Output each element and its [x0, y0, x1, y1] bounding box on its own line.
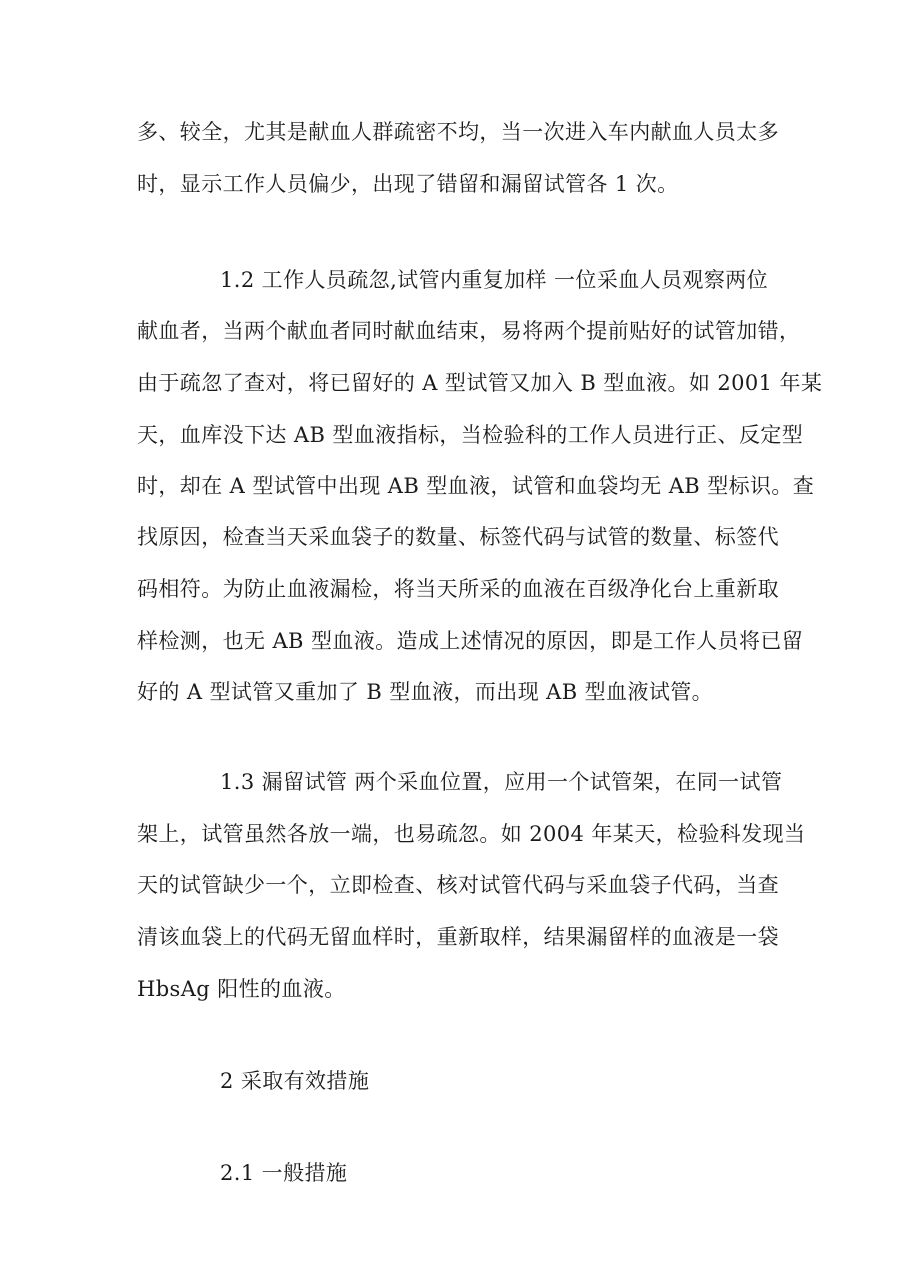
paragraph-line: 多、较全，尤其是献血人群疏密不均，当一次进入车内献血人员太多 — [137, 120, 779, 144]
section-1-2-first-line: 1.2 工作人员疏忽,试管内重复加样 一位采血人员观察两位 — [220, 268, 769, 292]
paragraph-line: 架上，试管虽然各放一端，也易疏忽。如 2004 年某天，检验科发现当 — [137, 822, 806, 846]
paragraph-line: 时，却在 A 型试管中出现 AB 型血液，试管和血袋均无 AB 型标识。查 — [137, 474, 815, 498]
paragraph-line: 献血者，当两个献血者同时献血结束，易将两个提前贴好的试管加错， — [137, 319, 801, 343]
section-1-3-first-line: 1.3 漏留试管 两个采血位置，应用一个试管架，在同一试管 — [220, 770, 783, 794]
paragraph-line: 清该血袋上的代码无留血样时，重新取样，结果漏留样的血液是一袋 — [137, 925, 779, 949]
paragraph-line: 码相符。为防止血液漏检，将当天所采的血液在百级净化台上重新取 — [137, 577, 779, 601]
paragraph-line: 好的 A 型试管又重加了 B 型血液，而出现 AB 型血液试管。 — [137, 680, 714, 704]
paragraph-line: 由于疏忽了查对，将已留好的 A 型试管又加入 B 型血液。如 2001 年某 — [137, 371, 823, 395]
paragraph-line: 天，血库没下达 AB 型血液指标，当检验科的工作人员进行正、反定型 — [137, 423, 804, 447]
section-heading-2-1: 2.1 一般措施 — [220, 1161, 348, 1185]
paragraph-line: 样检测，也无 AB 型血液。造成上述情况的原因，即是工作人员将已留 — [137, 629, 804, 653]
paragraph-line: 时，显示工作人员偏少，出现了错留和漏留试管各 1 次。 — [137, 172, 679, 196]
section-heading-2: 2 采取有效措施 — [220, 1069, 370, 1093]
paragraph-line: 天的试管缺少一个，立即检查、核对试管代码与采血袋子代码，当查 — [137, 873, 779, 897]
paragraph-line: HbsAg 阳性的血液。 — [137, 977, 346, 1001]
paragraph-line: 找原因，检查当天采血袋子的数量、标签代码与试管的数量、标签代 — [137, 525, 779, 549]
